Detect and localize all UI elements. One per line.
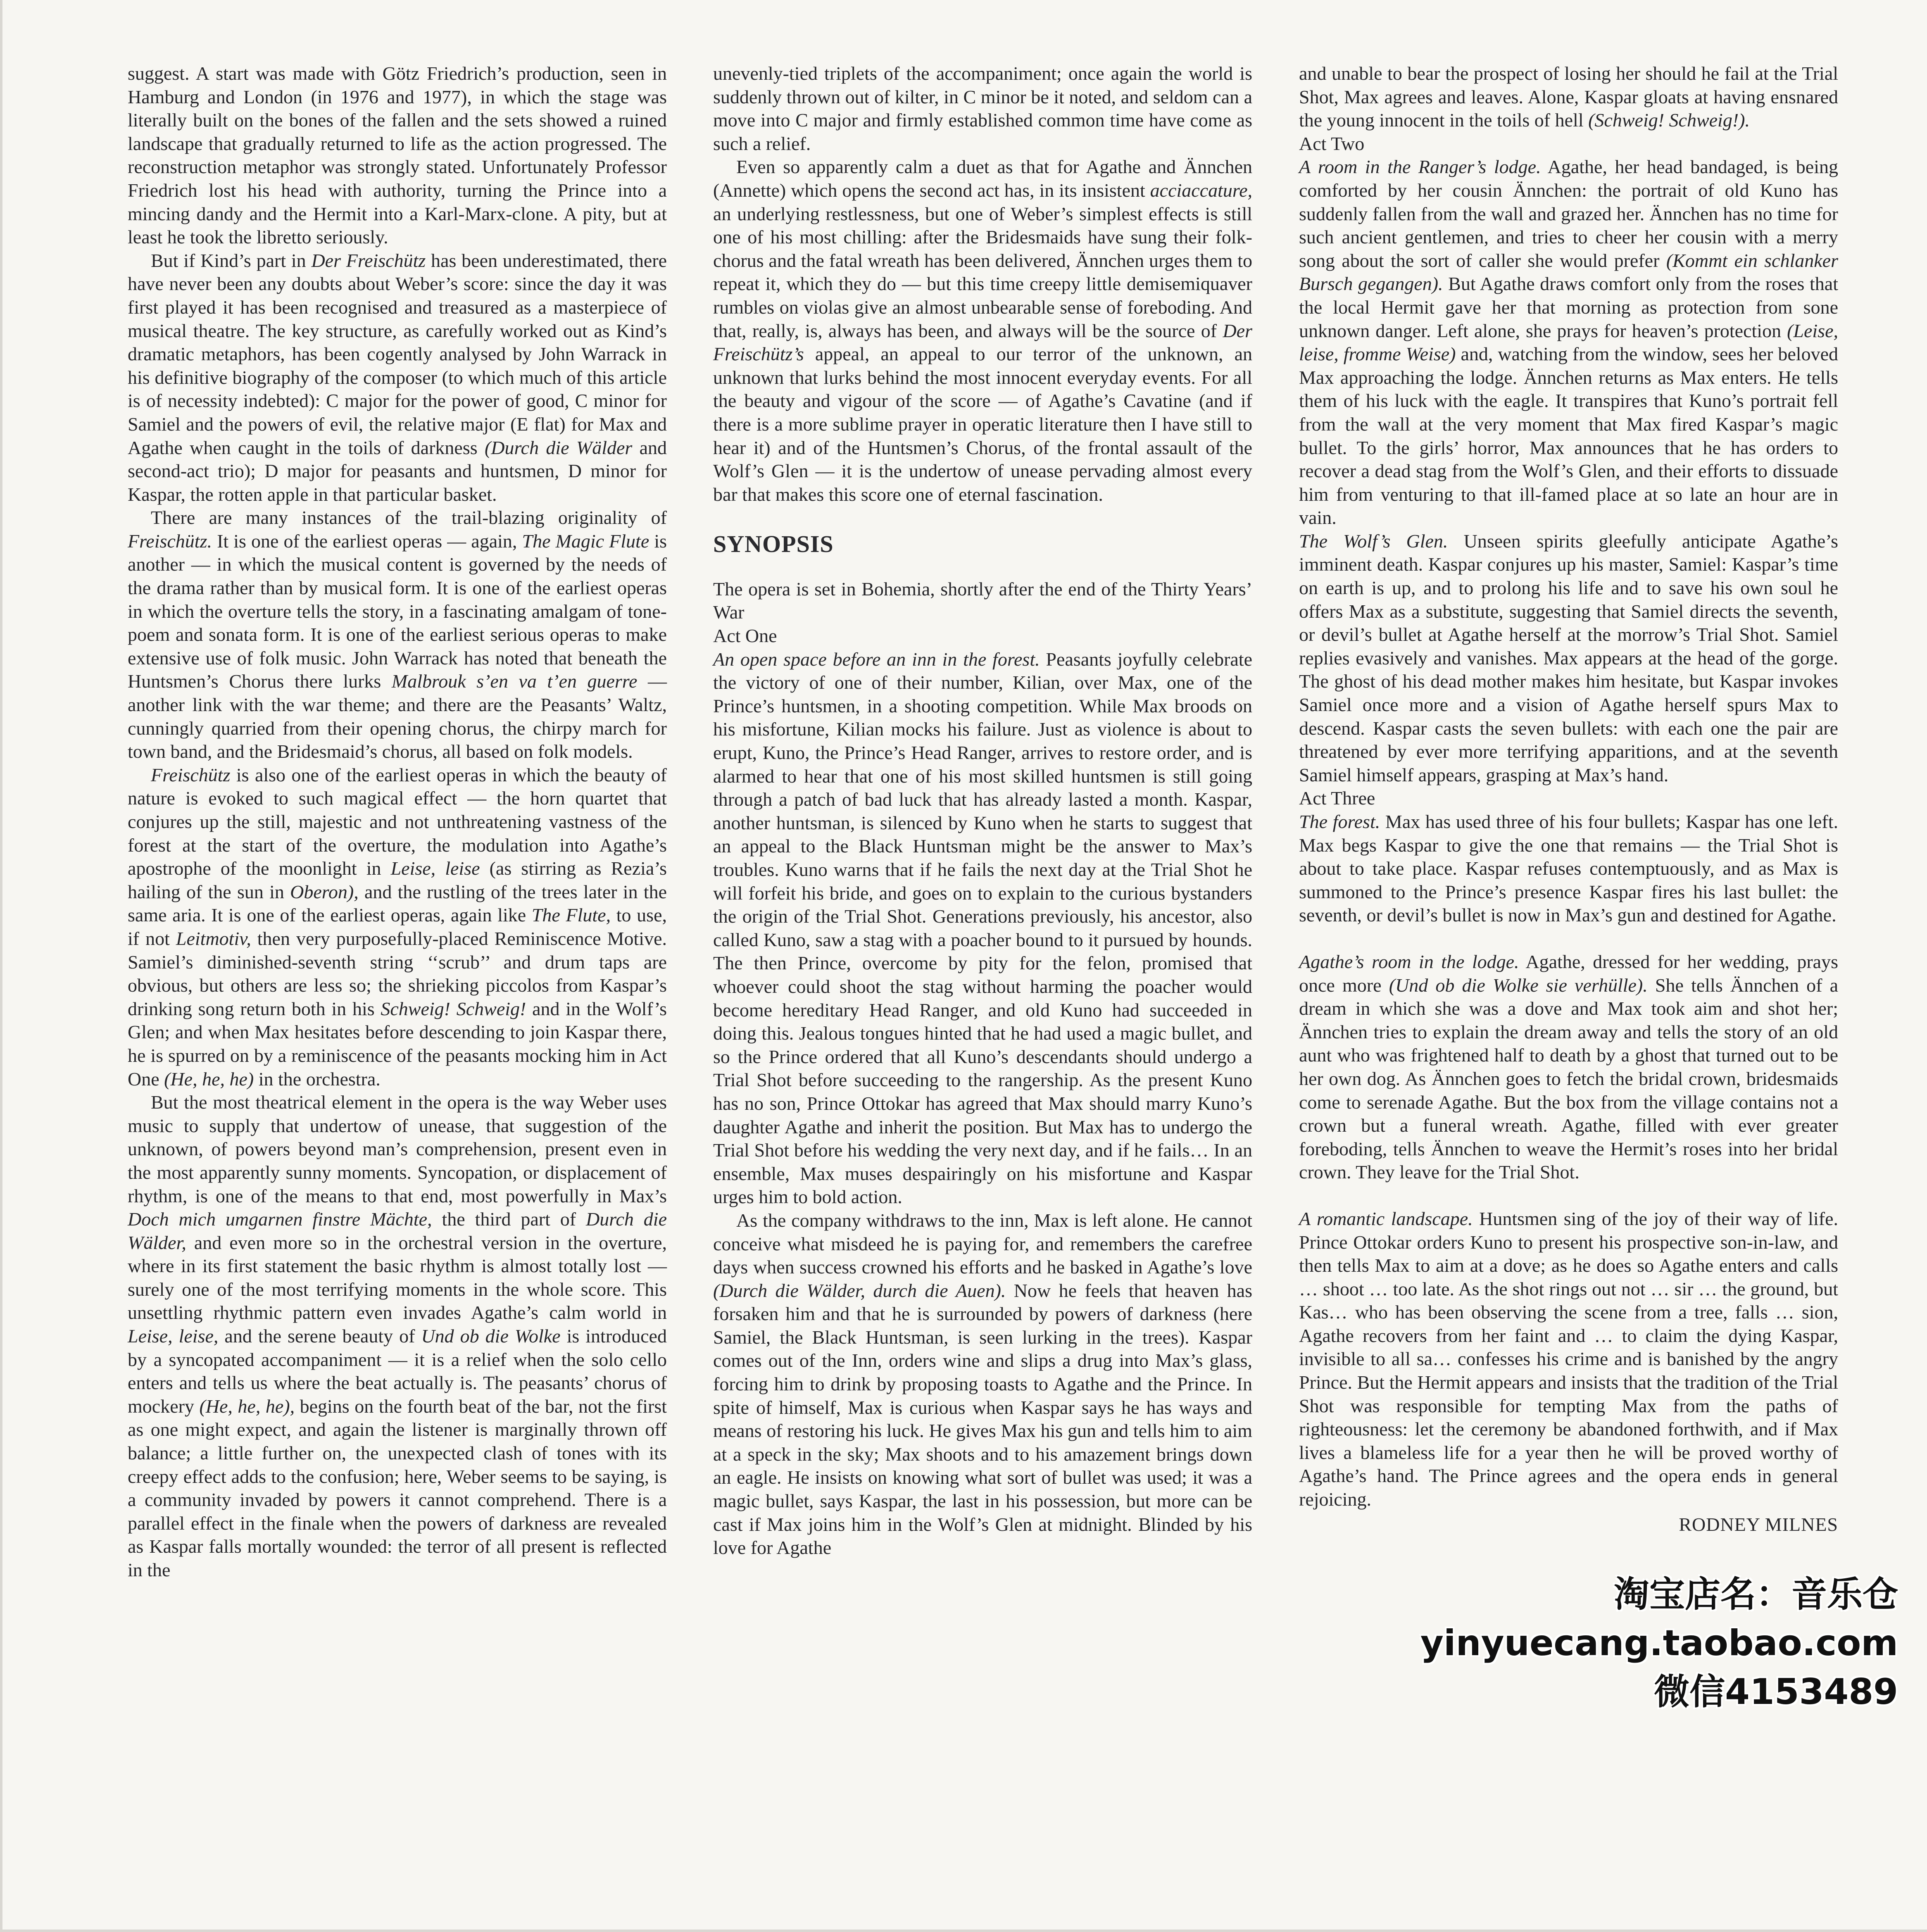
- essay-paragraph: Freischütz is also one of the earliest operas in which the beauty of nature is evoked to such magical effect — the horn quartet that conjures up the still, majestic and not unthreatening vastness of the forest at the start of the overture, the modulation into Agathe’s apostrophe of the moonlight in Leise, leise (as stirring as Rezia’s hailing of the sun in Oberon), and the rustling of the trees later in the same aria. It is one of the earliest operas, again like The Flute, to use, if not Leitmotiv, then very purposefully-placed Reminiscence Motive. Samiel’s diminished-seventh string ‘‘scrub’’ and drum taps are obvious, but others are less so; the shrieking piccolos from Kaspar’s drinking song return both in his Schweig! Schweig! and in the Wolf’s Glen; and when Max hesitates before descending to join Kaspar there, he is spurred on by a reminiscence of the peasants mocking him in Act One (He, he, he) in the orchestra.: [128, 764, 667, 1090]
- act-one-heading: Act One: [713, 625, 777, 647]
- essay-paragraph: But the most theatrical element in the opera is the way Weber uses music to supply that undertow of unease, that suggestion of the unknown, of powers beyond man’s comprehension, present even in the most apparently sunny moments. Syncopation, or displacement of rhythm, is one of the means to that end, most powerfully in Max’s Doch mich umgarnen finstre Mächte, the third part of Durch die Wälder, and even more so in the orchestral version in the overture, where in its first statement the basic rhythm is almost totally lost — surely one of the most terrifying moments in the whole score. This unsettling rhythmic pattern even invades Agathe’s calm world in Leise, leise, and the serene beauty of Und ob die Wolke is introduced by a syncopated accompaniment — it is a relief when the solo cello enters and tells us where the beat actually is. The peasants’ chorus of mockery (He, he, he), begins on the fourth beat of the bar, not the first as one might expect, and again the listener is marginally thrown off balance; a little further on, the unexpected clash of tones with its creepy effect adds to the confusion; here, Weber seems to be saying, is a community invaded by powers it cannot comprehend. There is a parallel effect in the finale when the powers of darkness are revealed as Kaspar falls mortally wounded: the terror of all present is reflected in the: [128, 1092, 667, 1580]
- synopsis-heading: SYNOPSIS: [713, 531, 834, 558]
- author-signature: RODNEY MILNES: [1679, 1513, 1838, 1535]
- synopsis-paragraph: A room in the Ranger’s lodge. Agathe, her head bandaged, is being comforted by her cousin Ännchen: the portrait of old Kuno has suddenly fallen from the wall and grazed her. Ännchen has no time for such ancient gentlemen, and tries to cheer her cousin with a merry song about the sort of caller she would prefer (Kommt ein schlanker Bursch gegangen). But Agathe draws comfort only from the roses that the local Hermit gave her that morning as protection from sone unknown danger. Left alone, she prays for heaven’s protection (Leise, leise, fromme Weise) and, watching from the window, sees her beloved Max approaching the lodge. Ännchen returns as Max enters. He tells them of his luck with the eagle. It transpires that Kuno’s portrait fell from the wall at the very moment that Max fired Kaspar’s magic bullet. To the girls’ horror, Max announces that he has orders to recover a dead stag from the Wolf’s Glen, and their efforts to dissuade him from venturing to that ill-famed place at so late an hour are in vain.: [1299, 156, 1838, 528]
- essay-paragraph: suggest. A start was made with Götz Friedrich’s production, seen in Hamburg and London (in 1976 and 1977), in which the stage was literally built on the bones of the fallen and the sets showed a ruined landscape that gradually returned to life as the action progressed. The reconstruction metaphor was strongly stated. Unfortunately Professor Friedrich lost his head with authority, turning the Prince into a mincing dandy and the Hermit into a Karl-Marx-clone. A pity, but at least he took the libretto seriously.: [128, 63, 667, 248]
- setting-note: The opera is set in Bohemia, shortly after the end of the Thirty Years’ War: [713, 578, 1252, 623]
- synopsis-paragraph: A romantic landscape. Huntsmen sing of the joy of their way of life. Prince Ottokar orders Kuno to present his prospective son-in-law, and then tells Max to aim at a dove; as he does so Agathe enters and calls … shoot … too late. As the shot rings out not … sir … the ground, but Kas… who has been observing the scene from a tree, falls … sion, Agathe recovers from her faint and … to claim the dying Kaspar, invisible to all sa… confesses his crime and is banished by the angry Prince. But the Hermit appears and insists that the tradition of the Trial Shot was responsible for tempting Max from the paths of righteousness: let the ceremony be abandoned forthwith, and if Max lives a blameless life for a year then he will be proved worthy of Agathe’s hand. The Prince agrees and the opera ends in general rejoicing.: [1299, 1208, 1838, 1510]
- essay-paragraph: unevenly-tied triplets of the accompaniment; once again the world is suddenly thrown out of kilter, in C minor be it noted, and seldom can a move into C major and firmly established common time have come as such a relief.: [713, 63, 1252, 154]
- synopsis-paragraph: Agathe’s room in the lodge. Agathe, dressed for her wedding, prays once more (Und ob die Wolke sie verhülle). She tells Ännchen of a dream in which she was a dove and Max took aim and shot her; Ännchen tries to explain the dream away and tells the story of an old aunt who was frightened half to death by a ghost that turned out to be her own dog. As Ännchen goes to fetch the bridal crown, bridesmaids come to serenade Agathe. But the box from the village contains not a crown but a funeral wreath. Agathe, filled with ever greater foreboding, tells Ännchen to weave the Hermit’s roses into her bridal crown. They leave for the Trial Shot.: [1299, 951, 1839, 1183]
- middle-column: [713, 62, 1252, 1560]
- essay-paragraph: There are many instances of the trail-blazing originality of Freischütz. It is one of the earliest operas — again, The Magic Flute is another — in which the musical content is governed by the needs of the drama rather than by musical form. It is one of the earliest operas in which the overture tells the story, in a fascinating amalgam of tone-poem and sonata form. It is one of the earliest serious operas to make extensive use of folk music. John Warrack has noted that beneath the Huntsmen’s Chorus there lurks Malbrouk s’en va t’en guerre — another link with the war theme; and there are the Peasants’ Waltz, cunningly quarried from their opening chorus, the chirpy march for town band, and the Bridesmaid’s chorus, all based on folk models.: [128, 507, 667, 762]
- watermark-url: yinyuecang.taobao.com: [1420, 1623, 1898, 1664]
- essay-paragraph: But if Kind’s part in Der Freischütz has been underestimated, there have never been any doubts about Weber’s score: since the day it was first played it has been recognised and treasured as a masterpiece of musical theatre. The key structure, as carefully worked out as Kind’s dramatic metaphors, has been cogently analysed by John Warrack in his definitive biography of the composer (to which much of this article is of necessity indebted): C major for the power of good, C minor for Samiel and the powers of evil, the relative major (E flat) for Max and Agathe when caught in the toils of darkness (Durch die Wälder and second-act trio); D major for peasants and huntsmen, D minor for Kaspar, the rotten apple in that particular basket.: [128, 250, 667, 505]
- synopsis-paragraph: The Wolf’s Glen. Unseen spirits gleefully anticipate Agathe’s imminent death. Kaspar conjures up his master, Samiel: Kaspar’s time on earth is up, and to prolong his life and to save his own soul he offers Max as a substitute, suggesting that Samiel directs the seventh, or devil’s bullet at Agathe herself at the morrow’s Trial Shot. Samiel replies evasively and vanishes. Max appears at the head of the gorge. The ghost of his dead mother makes him hesitate, but Kaspar invokes Samiel once more and a vision of Agathe herself spurs Max to descend. Kaspar casts the seven bullets: with each one the pair are threatened by ever more terrifying apparitions, and at the seventh Samiel himself appears, grasping at Max’s hand.: [1299, 530, 1838, 785]
- act-two-heading: Act Two: [1299, 133, 1365, 154]
- watermark-shop-name: 淘宝店名：音乐仓: [1614, 1574, 1898, 1615]
- seller-watermark: [1420, 1570, 1898, 1716]
- act-three-heading: Act Three: [1299, 788, 1375, 809]
- synopsis-paragraph: An open space before an inn in the forest. Peasants joyfully celebrate the victory of one of their number, Kilian, over Max, one of the Prince’s huntsmen, in a shooting competition. While Max broods on his misfortune, Kilian mocks his failure. Just as violence is about to erupt, Kuno, the Prince’s Head Ranger, arrives to restore order, and is alarmed to hear that one of his most skilled huntsmen is still going through a patch of bad luck that has already lasted a month. Kaspar, another huntsman, is silenced by Kuno when he starts to suggest that an appeal to the Black Huntsman might be the answer to Max’s troubles. Kuno warns that if he fails the next day at the Trial Shot he will forfeit his bride, and goes on to explain to the curious bystanders the origin of the Trial Shot. Generations previously, his ancestor, also called Kuno, saw a stag with a poacher bound to it pursued by hounds. The then Prince, overcome by pity for the felon, promised that whoever could shoot the stag without harming the poacher would become hereditary Head Ranger, and old Kuno had succeeded in doing this. Jealous tongues hinted that he had used a magic bullet, and so the Prince ordered that all Kuno’s descendants should undergo a Trial Shot before succeeding to the rangership. As the present Kuno has no son, Prince Ottokar has agreed that Max should marry Kuno’s daughter Agathe and inherit the position. But Max has to undergo the Trial Shot before his wedding the very next day, and if he fails… In an ensemble, Max muses despairingly on his misfortune and Kaspar urges him to bold action.: [713, 648, 1253, 1208]
- synopsis-paragraph: The forest. Max has used three of his four bullets; Kaspar has one left. Max begs Kaspar to give the one that remains — the Trial Shot is about to take place. Kaspar refuses contemptuously, and as Max is summoned to the Prince’s presence Kaspar fires his last bullet: the seventh, or devil’s bullet is now in Max’s gun and destined for Agathe.: [1299, 811, 1838, 926]
- synopsis-paragraph: and unable to bear the prospect of losing her should he fail at the Trial Shot, Max agrees and leaves. Alone, Kaspar gloats at having ensnared the young innocent in the toils of hell (Schweig! Schweig!).: [1299, 63, 1838, 131]
- essay-paragraph: Even so apparently calm a duet as that for Agathe and Ännchen (Annette) which opens the second act has, in its insistent acciaccature, an underlying restlessness, but one of Weber’s simplest effects is still one of his most chilling: after the Bridesmaids have sung their folk-chorus and the fatal wreath has been delivered, Ännchen urges them to repeat it, which they do — but this time creepy little demisemiquaver rumbles on violas give an almost unbearable sense of foreboding. And that, really, is, always has been, and always will be the source of Der Freischütz’s appeal, an appeal to our terror of the unknown, an unknown that lurks behind the most innocent everyday events. For all the beauty and vigour of the score — of Agathe’s Cavatine (and if there is a more sublime prayer in operatic literature then I have still to hear it) and of the Huntsmen’s Chorus, of the frontal assault of the Wolf’s Glen — it is the undertow of unease pervading almost every bar that makes this score one of eternal fascination.: [713, 156, 1252, 505]
- left-column: [128, 62, 667, 1582]
- right-column: [1299, 62, 1838, 1536]
- watermark-wechat: 微信4153489: [1654, 1671, 1898, 1713]
- synopsis-paragraph: As the company withdraws to the inn, Max is left alone. He cannot conceive what misdeed he is paying for, and remembers the carefree days when success crowned his efforts and he basked in Agathe’s love (Durch die Wälder, durch die Auen). Now he feels that heaven has forsaken him and that he is surrounded by powers of darkness (here Samiel, the Black Huntsman, is seen lurking in the trees). Kaspar comes out of the Inn, orders wine and slips a drug into Max’s glass, forcing him to drink by proposing toasts to Agathe and the Prince. In spite of himself, Max is curious when Kaspar says he has ways and means of restoring his luck. He gives Max his gun and tells him to aim at a speck in the sky; Max shoots and to his amazement brings down an eagle. He insists on knowing what sort of bullet was used; it was a magic bullet, says Kaspar, the last in his possession, but more can be cast if Max joins him in the Wolf’s Glen at midnight. Blinded by his love for Agathe: [713, 1209, 1252, 1558]
